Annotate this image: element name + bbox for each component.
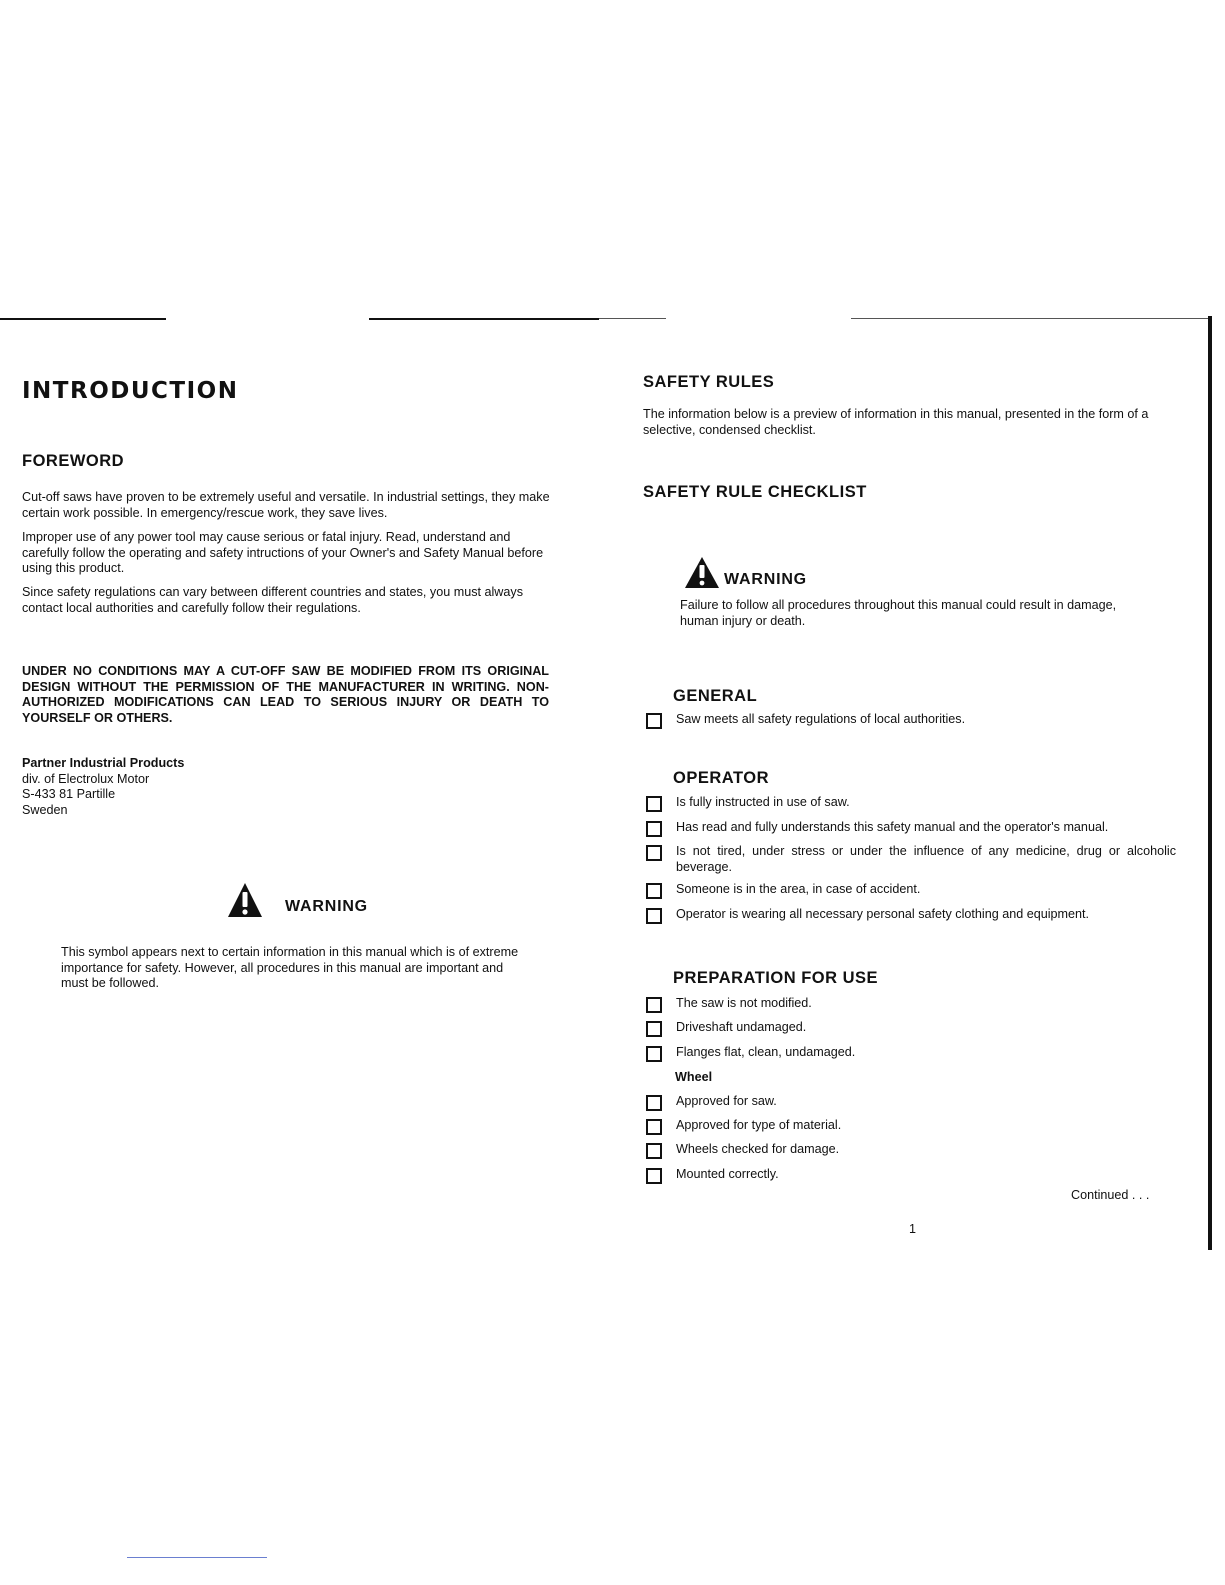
checklist-item[interactable]: [646, 844, 1176, 875]
checkbox[interactable]: [646, 796, 662, 812]
checkbox[interactable]: [646, 1095, 662, 1111]
checklist-warning-text: Failure to follow all procedures throughout this manual could result in damage, human injury or death.: [680, 598, 1117, 628]
checklist-item[interactable]: [646, 820, 1176, 837]
intro-warning-header: [227, 882, 368, 918]
bottom-link-rule: [127, 1557, 267, 1558]
checkbox[interactable]: [646, 713, 662, 729]
checklist-heading: SAFETY RULE CHECKLIST: [643, 483, 867, 501]
checklist-warning-label: WARNING: [724, 571, 807, 588]
checklist-item-text: Someone is in the area, in case of accident.: [676, 882, 921, 896]
page-number: 1: [909, 1222, 917, 1236]
wheel-subheading: Wheel: [675, 1070, 713, 1084]
address-postal: S-433 81 Partille: [22, 787, 116, 801]
address-division: div. of Electrolux Motor: [22, 771, 150, 786]
top-rule-left: [0, 318, 166, 320]
checklist-item-text: Wheels checked for damage.: [676, 1142, 840, 1156]
checkbox[interactable]: [646, 845, 662, 861]
continued-note: Continued . . .: [1071, 1188, 1150, 1202]
intro-warning-label: WARNING: [285, 898, 368, 915]
checkbox[interactable]: [646, 1143, 662, 1159]
foreword-heading: FOREWORD: [22, 452, 125, 470]
checklist-item[interactable]: [646, 907, 1176, 924]
checkbox[interactable]: [646, 997, 662, 1013]
modification-caution: UNDER NO CONDITIONS MAY A CUT-OFF SAW BE MODIFIED FROM ITS ORIGINAL DESIGN WITHOUT THE PERMISSION OF THE MANUFACTURER IN WRITING. NON-AUTHORIZED MODIFICATIONS CAN LEAD TO SERIOUS INJURY OR DEATH TO YOURSELF OR OTHERS.: [22, 664, 549, 725]
checklist-item[interactable]: [646, 882, 1176, 899]
general-heading: GENERAL: [673, 687, 758, 705]
foreword-paragraph-2: Improper use of any power tool may cause serious or fatal injury. Read, understand and carefully follow the operating and safety intructions of your Owner's and Safety Manual before using this product.: [22, 530, 544, 575]
address-company: Partner Industrial Products: [22, 756, 185, 770]
checklist-item-text: Flanges flat, clean, undamaged.: [676, 1045, 856, 1059]
checklist-item-text: Driveshaft undamaged.: [676, 1020, 807, 1034]
checkbox[interactable]: [646, 883, 662, 899]
checklist-item[interactable]: [646, 1167, 1176, 1184]
checkbox[interactable]: [646, 821, 662, 837]
checklist-item[interactable]: [646, 1142, 1176, 1159]
checklist-item[interactable]: [646, 1118, 1176, 1135]
checklist-item[interactable]: [646, 795, 1176, 812]
page-title: INTRODUCTION: [22, 378, 239, 404]
checklist-item-text: Is fully instructed in use of saw.: [676, 795, 850, 809]
manufacturer-address: [22, 756, 184, 818]
operator-heading: OPERATOR: [673, 769, 769, 787]
checkbox[interactable]: [646, 1046, 662, 1062]
safety-rules-text: The information below is a preview of information in this manual, presented in the form of a selective, condensed checklist.: [643, 407, 1149, 437]
top-rule-right: [851, 318, 1209, 319]
checkbox[interactable]: [646, 1168, 662, 1184]
checklist-item[interactable]: [646, 712, 1176, 729]
checklist-item-text: Operator is wearing all necessary personal safety clothing and equipment.: [676, 907, 1090, 921]
checklist-item-text: The saw is not modified.: [676, 996, 812, 1010]
checklist-item-text: Approved for saw.: [676, 1094, 777, 1108]
checklist-item[interactable]: [646, 1045, 1176, 1062]
checkbox[interactable]: [646, 1119, 662, 1135]
checklist-item-text: Mounted correctly.: [676, 1167, 779, 1181]
checklist-item-text: Saw meets all safety regulations of local authorities.: [676, 712, 966, 726]
intro-warning-text: This symbol appears next to certain information in this manual which is of extreme importance for safety. However, all procedures in this manual are important and must be followed.: [61, 945, 519, 990]
foreword-paragraph-3: Since safety regulations can vary between different countries and states, you must always contact local authorities and carefully follow their regulations.: [22, 585, 523, 615]
checkbox[interactable]: [646, 1021, 662, 1037]
checklist-warning-header: [684, 556, 807, 589]
warning-triangle-icon: [684, 556, 720, 589]
top-rule-center-thin: [599, 318, 666, 319]
right-edge-bar: [1208, 316, 1212, 1250]
preparation-heading: PREPARATION FOR USE: [673, 969, 879, 987]
checklist-item-text: Is not tired, under stress or under the influence of any medicine, drug or alcoholic beverage.: [676, 844, 1176, 874]
checklist-item[interactable]: [646, 1020, 1176, 1037]
checklist-item[interactable]: [646, 996, 1176, 1013]
checklist-item-text: Approved for type of material.: [676, 1118, 842, 1132]
checkbox[interactable]: [646, 908, 662, 924]
foreword-paragraph-1: Cut-off saws have proven to be extremely useful and versatile. In industrial settings, they make certain work possible. In emergency/rescue work, they save lives.: [22, 490, 550, 520]
checklist-item-text: Has read and fully understands this safety manual and the operator's manual.: [676, 820, 1109, 834]
address-country: Sweden: [22, 802, 68, 817]
checklist-item[interactable]: [646, 1094, 1176, 1111]
warning-triangle-icon: [227, 882, 263, 918]
safety-rules-heading: SAFETY RULES: [643, 373, 775, 391]
top-rule-center: [369, 318, 599, 320]
